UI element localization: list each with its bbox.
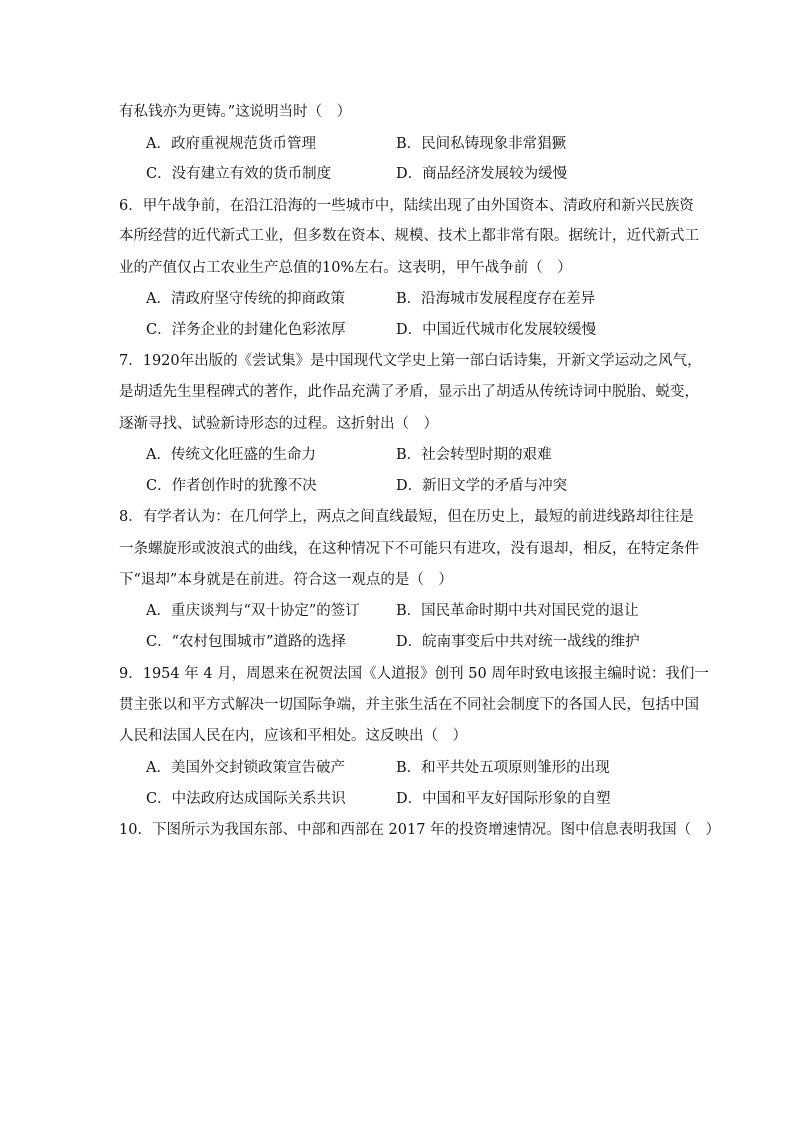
q8-stem-line-2: 一条螺旋形或波浪式的曲线，在这种情况下不可能只有进攻，没有退却，相反，在特定条件 [119,541,699,557]
q8-stem-line-1: 8．有学者认为：在几何学上，两点之间直线最短，但在历史上，最短的前进线路却往往是 [119,509,694,525]
q7-option-b: B．社会转型时期的艰难 [396,447,552,463]
q9-option-b: B．和平共处五项原则雏形的出现 [396,760,610,776]
q5-stem-tail: 有私钱亦为更铸。”这说明当时（ ） [119,104,352,120]
q6-stem-line-2: 本所经营的近代新式工业，但多数在资本、规模、技术上都非常有限。据统计，近代新式工 [119,228,699,244]
q9-stem-line-2: 贯主张以和平方式解决一切国际争端，并主张生活在不同社会制度下的各国人民，包括中国 [119,697,699,713]
q6-option-b: B．沿海城市发展程度存在差异 [396,291,596,307]
q5-option-a: A．政府重视规范货币管理 [146,136,316,152]
q7-stem-line-2: 是胡适先生里程碑式的著作，此作品充满了矛盾，显示出了胡适从传统诗词中脱胎、蜕变， [119,384,699,400]
q8-stem-line-3: 下“退却”本身就是在前进。符合这一观点的是（ ） [119,572,453,588]
q5-option-d: D．商品经济发展较为缓慢 [396,166,568,182]
q5-option-b: B．民间私铸现象非常猖獗 [396,136,567,152]
q9-stem-line-1: 9．1954 年 4 月，周恩来在祝贺法国《人道报》创刊 50 周年时致电该报主编时说：我们一 [119,666,709,682]
q9-stem-line-3: 人民和法国人民在内，应该和平相处。这反映出（ ） [119,728,467,744]
q9-option-a: A．美国外交封锁政策宣告破产 [146,760,345,776]
q8-option-b: B．国民革命时期中共对国民党的退让 [396,603,639,619]
q10-stem-line-1: 10．下图所示为我国东部、中部和西部在 2017 年的投资增速情况。图中信息表明我国（ ） [119,822,721,838]
q8-option-d: D．皖南事变后中共对统一战线的维护 [396,634,640,650]
q6-option-d: D．中国近代城市化发展较缓慢 [396,322,597,338]
q8-option-c: C．“农村包围城市”道路的选择 [146,634,346,650]
q7-stem-line-1: 7．1920年出版的《尝试集》是中国现代文学史上第一部白话诗集，开新文学运动之风气， [119,353,702,369]
q7-option-a: A．传统文化旺盛的生命力 [146,447,316,463]
q6-option-c: C．洋务企业的封建化色彩浓厚 [146,322,346,338]
q6-option-a: A．清政府坚守传统的抑商政策 [146,291,345,307]
q5-option-c: C．没有建立有效的货币制度 [146,166,332,182]
q7-stem-line-3: 逐渐寻找、试验新诗形态的过程。这折射出（ ） [119,416,438,432]
q9-option-d: D．中国和平友好国际形象的自塑 [396,791,611,807]
q7-option-c: C．作者创作时的犹豫不决 [146,478,317,494]
q6-stem-line-1: 6．甲午战争前，在沿江沿海的一些城市中，陆续出现了由外国资本、清政府和新兴民族资 [119,198,694,214]
q6-stem-line-3: 业的产值仅占工农业生产总值的10%左右。这表明，甲午战争前（ ） [119,260,572,276]
q8-option-a: A．重庆谈判与“双十协定”的签订 [146,603,360,619]
q7-option-d: D．新旧文学的矛盾与冲突 [396,478,568,494]
q9-option-c: C．中法政府达成国际关系共识 [146,791,346,807]
